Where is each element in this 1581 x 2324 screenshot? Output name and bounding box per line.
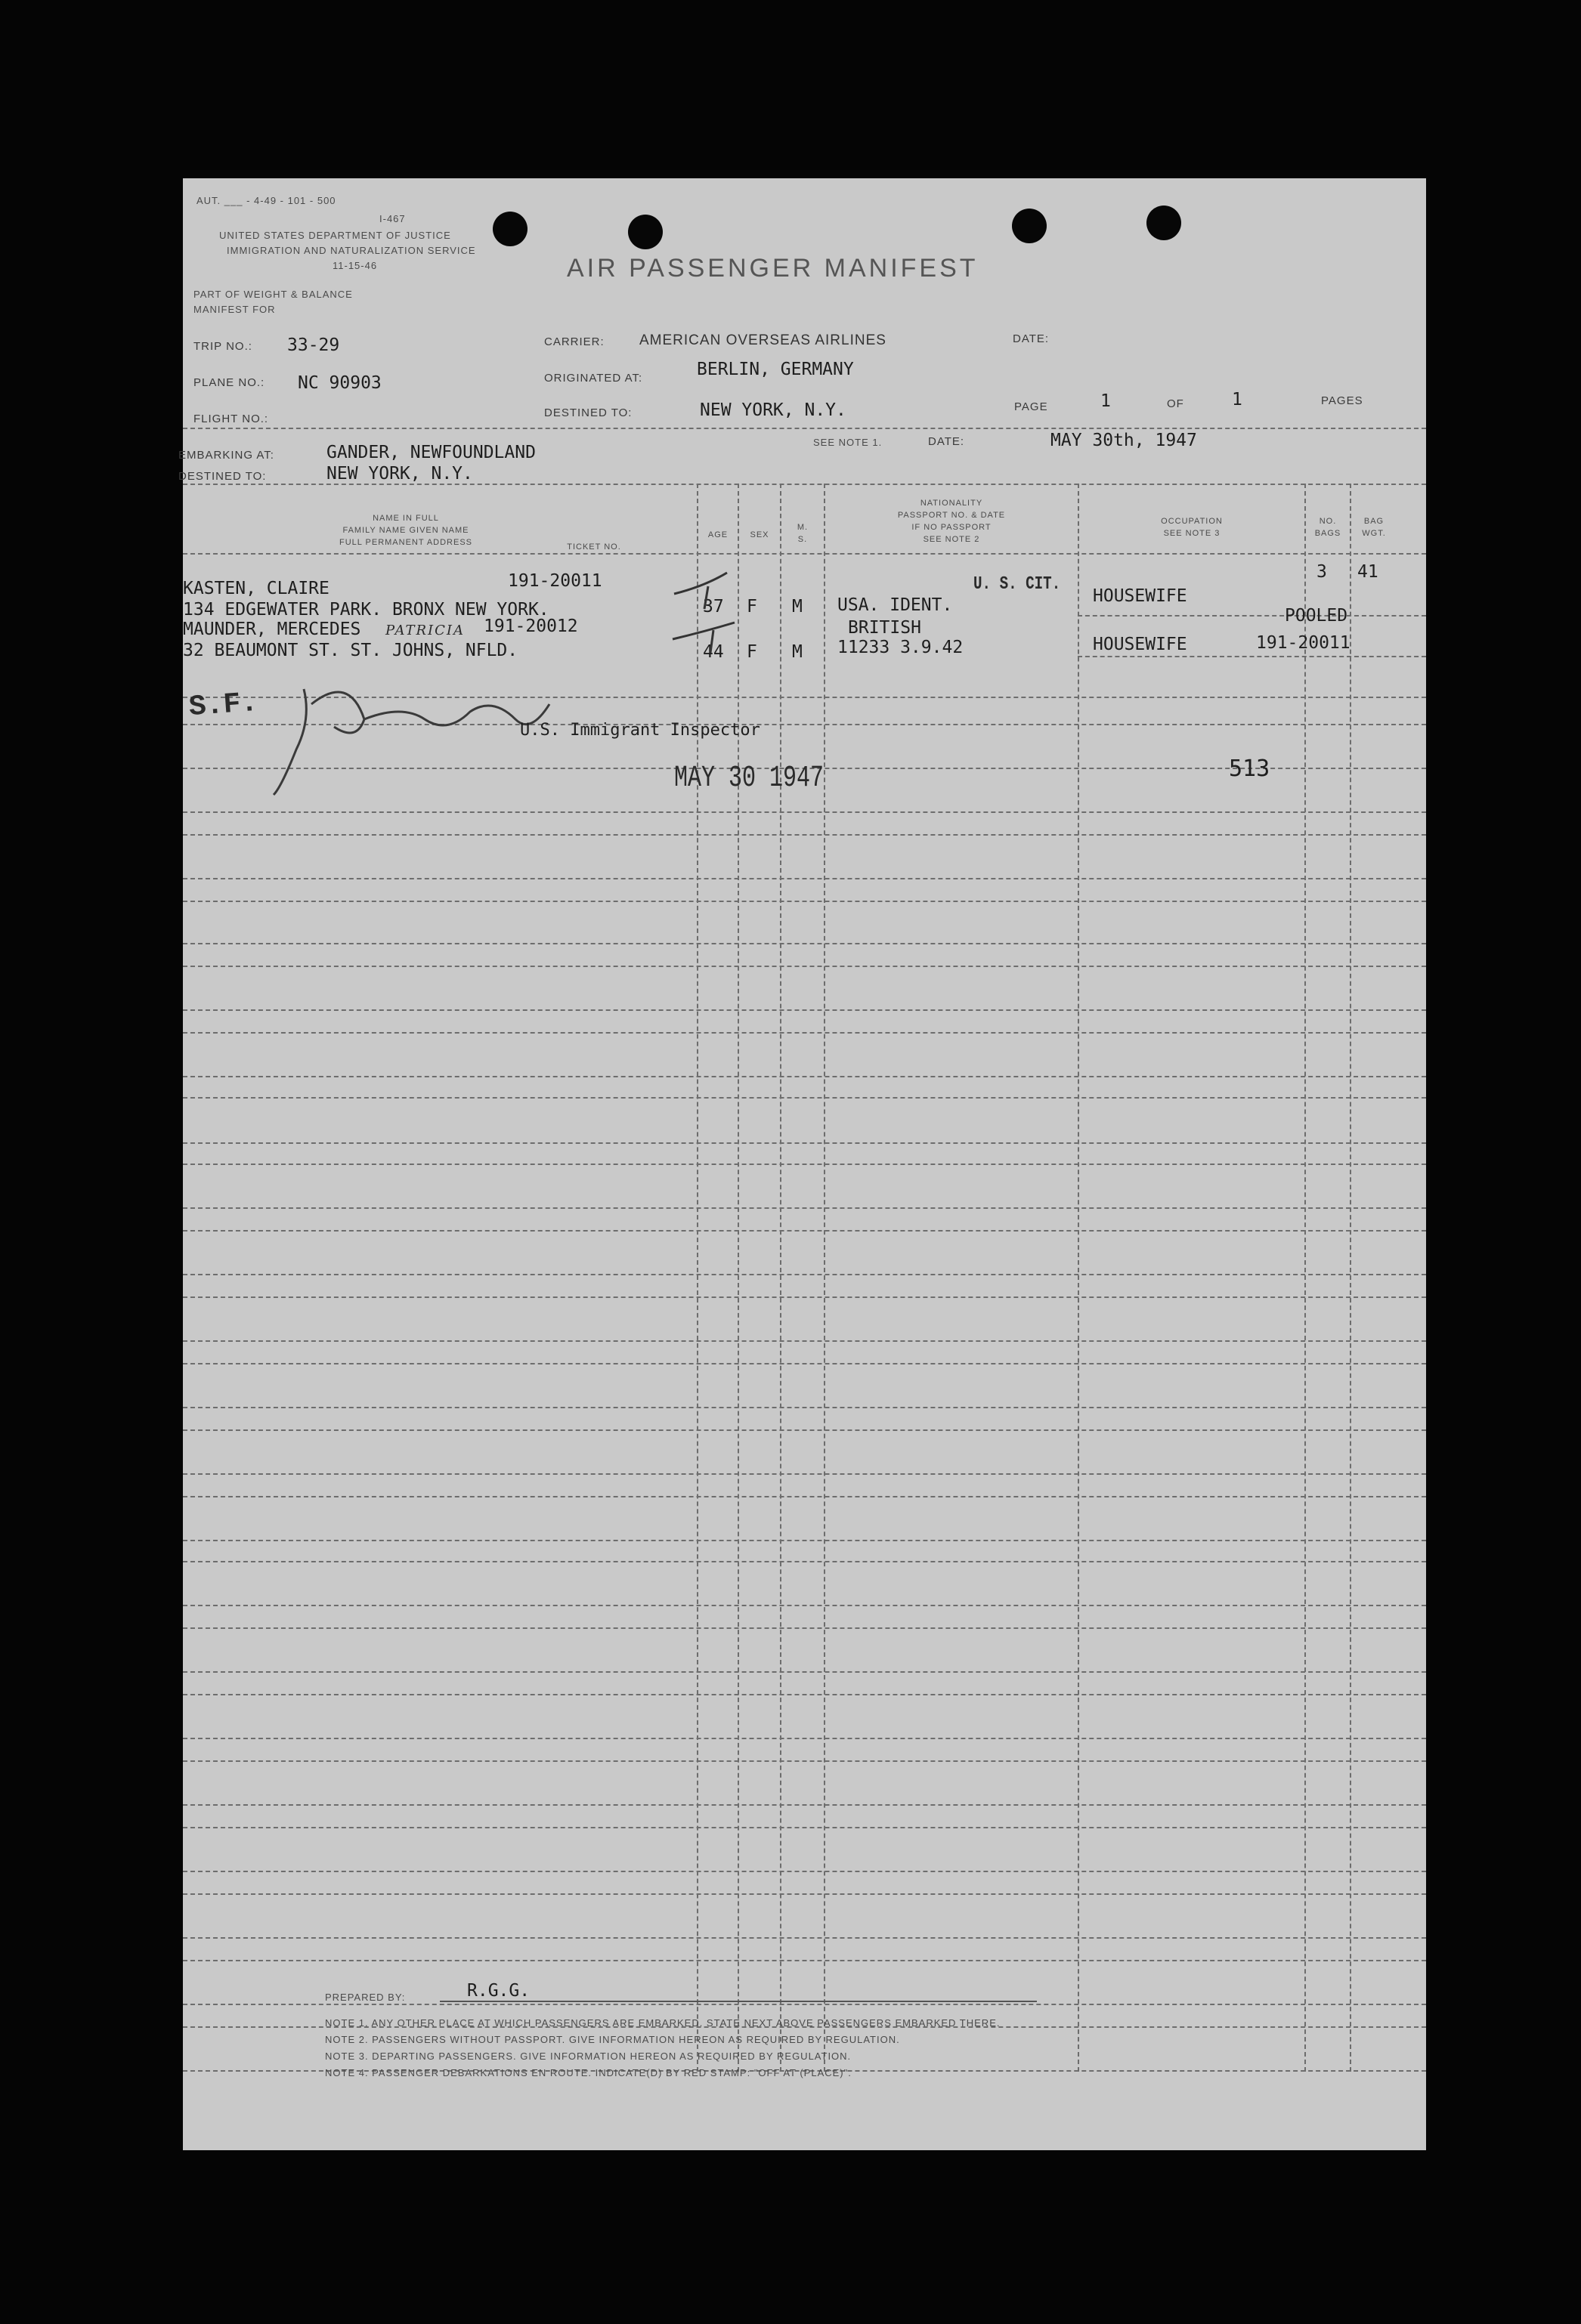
row-rule [183, 1407, 1426, 1408]
passenger-nationality: BRITISH [848, 618, 921, 638]
date-label: DATE: [1013, 332, 1050, 345]
prepared-by: R.G.G. [467, 1981, 531, 2001]
row-rule [183, 1296, 1426, 1298]
col-header-sex: SEX [750, 530, 769, 539]
row-rule [183, 1009, 1426, 1011]
row-rule [183, 943, 1426, 944]
trip-no: 33-29 [287, 335, 340, 355]
row-rule [183, 1960, 1426, 1961]
row-rule [183, 1937, 1426, 1939]
plane-no-label: PLANE NO.: [193, 376, 265, 389]
row-rule [183, 1207, 1426, 1209]
row-rule [183, 878, 1426, 879]
destined-to: NEW YORK, N.Y. [700, 400, 846, 420]
agency-line-1: UNITED STATES DEPARTMENT OF JUSTICE [219, 230, 451, 241]
col-header-occupation: OCCUPATION SEE NOTE 3 [1161, 517, 1223, 538]
passenger-address: 134 EDGEWATER PARK. BRONX NEW YORK. [183, 600, 549, 620]
form-date: 11-15-46 [333, 260, 378, 271]
date2-label: DATE: [928, 435, 965, 448]
originated-at: BERLIN, GERMANY [697, 360, 854, 379]
citizenship-stamp: U. S. CIT. [973, 574, 1061, 595]
manifest-sheet [178, 178, 1426, 2150]
punch-hole [493, 212, 528, 246]
row-rule [183, 1076, 1426, 1077]
plane-no: NC 90903 [298, 373, 382, 393]
pooled-note: POOLED [1285, 606, 1348, 626]
row-rule [183, 1230, 1426, 1232]
row-rule [183, 901, 1426, 902]
row-rule [183, 1893, 1426, 1895]
row-rule [183, 1363, 1426, 1364]
destined2-label: DESTINED TO: [178, 470, 267, 483]
row-rule [183, 1340, 1426, 1342]
document-title: AIR PASSENGER MANIFEST [567, 254, 979, 283]
note-4: NOTE 4. PASSENGER DEBARKATIONS EN ROUTE. INDICATE(D) BY RED STAMP: "OFF AT (PLACE)". [325, 2067, 852, 2078]
destined-to-2: NEW YORK, N.Y. [326, 464, 473, 484]
row-rule [1078, 615, 1426, 617]
row-rule [183, 1627, 1426, 1629]
row-rule [183, 966, 1426, 967]
row-rule [183, 1496, 1426, 1497]
inspection-stamp-letters: S.F. [187, 686, 259, 725]
col-divider-weight [1350, 484, 1351, 2072]
passenger-bag-weight: 41 [1357, 562, 1378, 582]
col-header-marital: M. S. [797, 523, 809, 544]
col-header-ticket: TICKET NO. [567, 542, 621, 552]
row-rule [1078, 656, 1426, 657]
flight-no-label: FLIGHT NO.: [193, 413, 269, 425]
passenger-age: 37 [703, 597, 724, 617]
embarking-label: EMBARKING AT: [178, 449, 274, 462]
passenger-sex: F [747, 597, 757, 617]
table-header-rule [183, 553, 1426, 555]
row-rule [183, 1473, 1426, 1475]
col-header-bags: NO. BAGS [1314, 517, 1341, 538]
pooled-ticket: 191-20011 [1256, 633, 1351, 653]
originated-label: ORIGINATED AT: [544, 372, 643, 385]
prepared-by-label: PREPARED BY: [325, 1992, 406, 2003]
punch-hole [628, 215, 663, 249]
carrier-label: CARRIER: [544, 335, 605, 348]
inspector-title: U.S. Immigrant Inspector [520, 721, 760, 740]
page-total: 1 [1232, 390, 1242, 409]
row-rule [183, 1760, 1426, 1762]
row-rule [183, 1097, 1426, 1099]
form-number: I-467 [379, 213, 406, 224]
form-reference: AUT. ___ - 4-49 - 101 - 500 [196, 195, 336, 206]
part-of-line-2: MANIFEST FOR [193, 304, 276, 315]
row-rule [183, 1142, 1426, 1144]
row-rule [183, 1164, 1426, 1165]
passenger-sex: F [747, 642, 757, 662]
passenger-passport: 11233 3.9.42 [837, 638, 964, 657]
passenger-marital: M [792, 597, 803, 617]
embarking-at: GANDER, NEWFOUNDLAND [326, 443, 536, 462]
col-divider-occupation [1078, 484, 1079, 2072]
page-number: 1 [1100, 391, 1111, 411]
passenger-ticket: 191-20011 [508, 571, 602, 591]
passenger-age: 44 [703, 642, 724, 662]
row-rule [183, 1694, 1426, 1695]
note-3: NOTE 3. DEPARTING PASSENGERS. GIVE INFORMATION HEREON AS REQUIRED BY REGULATION. [325, 2050, 852, 2062]
col-header-name: NAME IN FULL FAMILY NAME GIVEN NAME FULL PERMANENT ADDRESS [339, 514, 473, 547]
agency-line-2: IMMIGRATION AND NATURALIZATION SERVICE [227, 245, 476, 256]
part-of-line-1: PART OF WEIGHT & BALANCE [193, 289, 353, 300]
punch-hole [1012, 209, 1047, 243]
row-rule [183, 1804, 1426, 1806]
row-rule [183, 1032, 1426, 1034]
passenger-name-handwritten: PATRICIA [385, 623, 466, 638]
punch-hole [1146, 206, 1181, 240]
passenger-name: KASTEN, CLAIRE [183, 579, 330, 598]
row-rule [183, 1274, 1426, 1275]
see-note-label: SEE NOTE 1. [813, 437, 883, 448]
row-rule [183, 1429, 1426, 1431]
row-rule [183, 1540, 1426, 1541]
pages-label: PAGES [1321, 394, 1363, 407]
col-header-nationality: NATIONALITY PASSPORT NO. & DATE IF NO PASSPORT SEE NOTE 2 [897, 499, 1006, 544]
check-marks [667, 564, 750, 662]
row-rule [183, 1871, 1426, 1872]
destined-label: DESTINED TO: [544, 406, 633, 419]
col-divider-bags [1304, 484, 1306, 2072]
of-label: OF [1167, 397, 1184, 410]
passenger-marital: M [792, 642, 803, 662]
trip-no-label: TRIP NO.: [193, 340, 252, 353]
row-rule [183, 1827, 1426, 1828]
inspection-date-stamp: MAY 30 1947 [674, 762, 825, 796]
carrier: AMERICAN OVERSEAS AIRLINES [639, 332, 886, 348]
row-rule [183, 1605, 1426, 1606]
table-top-rule [183, 484, 1426, 485]
page-label: PAGE [1014, 400, 1048, 413]
row-rule [183, 834, 1426, 836]
passenger-occupation: HOUSEWIFE [1093, 635, 1187, 654]
col-divider-ms [780, 484, 781, 2072]
row-rule [183, 811, 1426, 813]
col-header-bag-weight: BAG WGT. [1362, 517, 1386, 538]
row-rule [183, 2004, 1426, 2005]
col-divider-nationality [824, 484, 825, 2072]
passenger-name: MAUNDER, MERCEDES [183, 620, 361, 639]
passenger-nationality: USA. IDENT. [837, 595, 953, 615]
col-header-age: AGE [707, 530, 729, 539]
embark-date: MAY 30th, 1947 [1050, 431, 1197, 450]
passenger-occupation: HOUSEWIFE [1093, 586, 1187, 606]
row-rule [183, 1671, 1426, 1673]
passenger-bags: 3 [1316, 562, 1327, 582]
note-2: NOTE 2. PASSENGERS WITHOUT PASSPORT. GIVE INFORMATION HEREON AS REQUIRED BY REGULATION. [325, 2034, 900, 2045]
header-divider [183, 428, 1426, 429]
row-rule [183, 1561, 1426, 1562]
row-rule [183, 1738, 1426, 1739]
passenger-address: 32 BEAUMONT ST. ST. JOHNS, NFLD. [183, 641, 518, 660]
passenger-ticket: 191-20012 [484, 617, 578, 636]
note-1: NOTE 1. ANY OTHER PLACE AT WHICH PASSENGERS ARE EMBARKED. STATE NEXT ABOVE PASSENGERS EMBARKED THERE. [325, 2017, 1001, 2029]
inspection-number: 513 [1229, 756, 1270, 782]
